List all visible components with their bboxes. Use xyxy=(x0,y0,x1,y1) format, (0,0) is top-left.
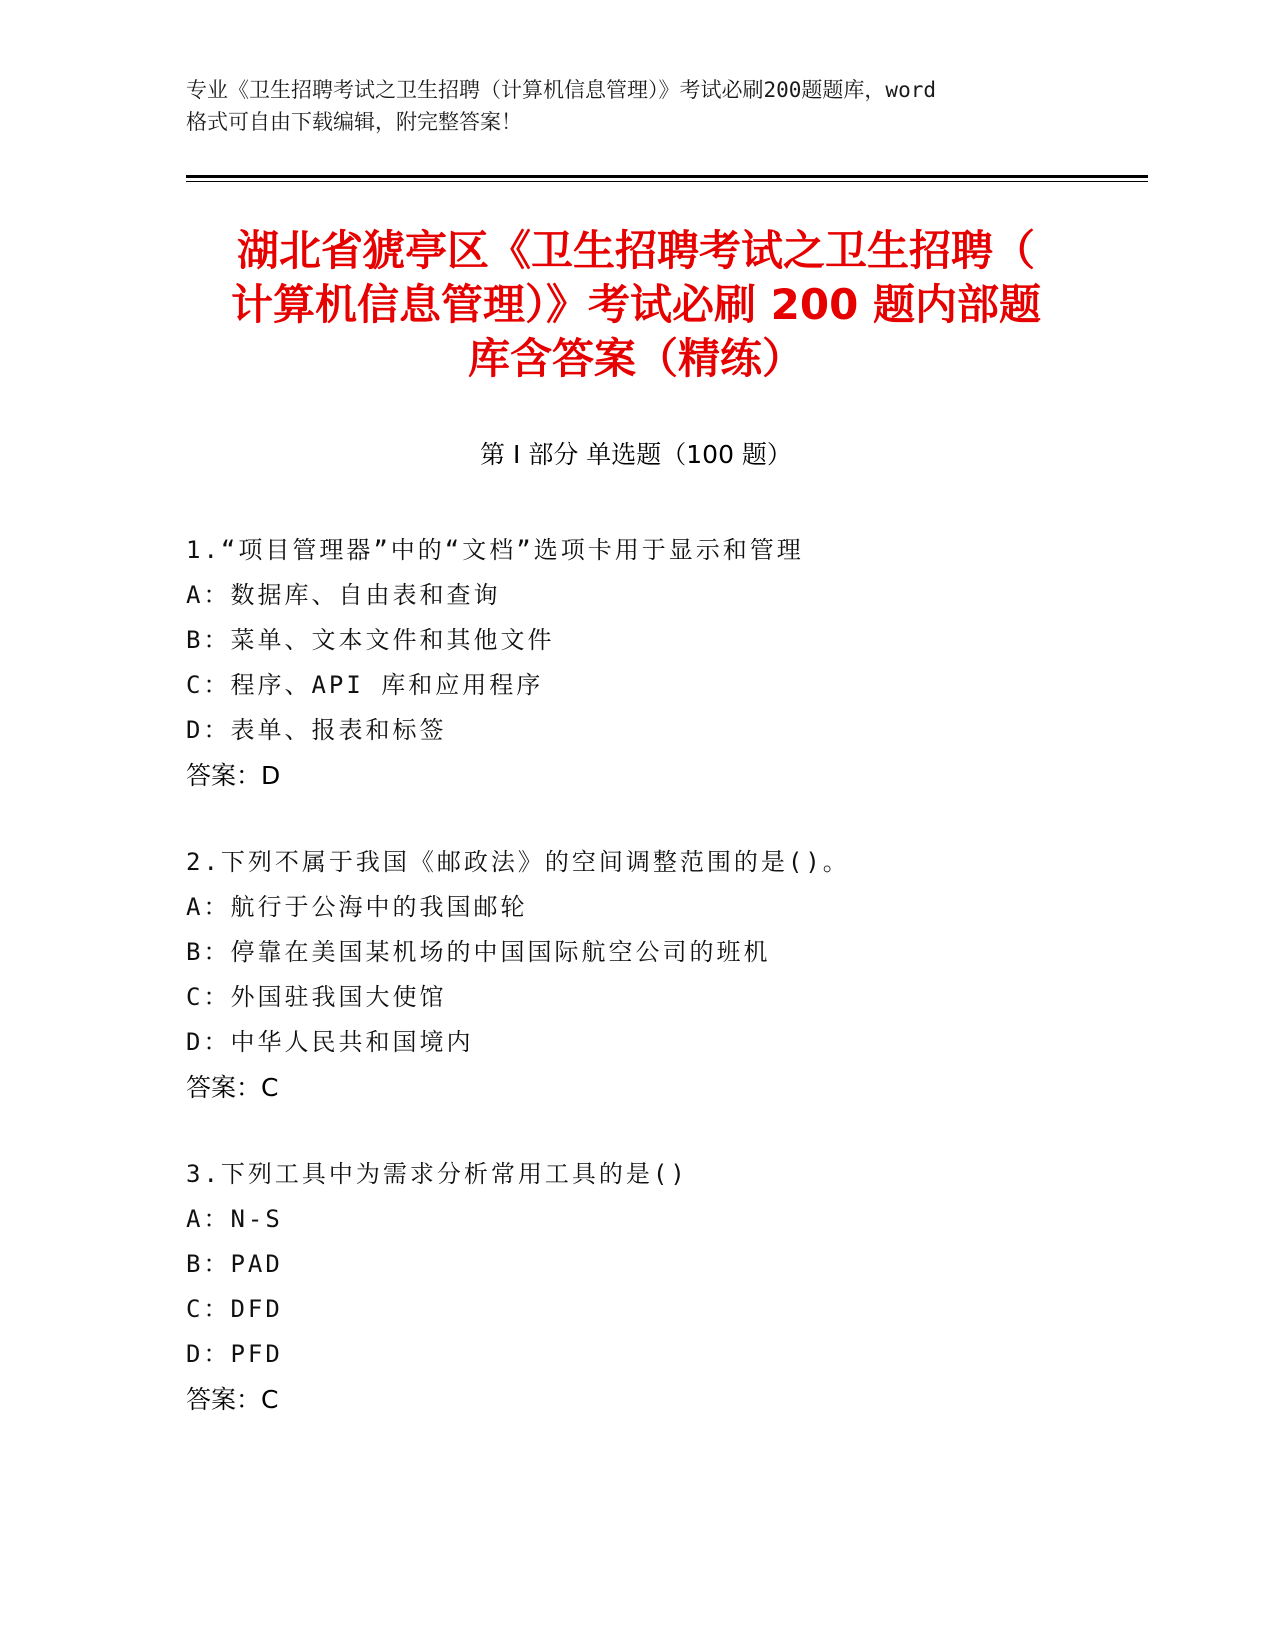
question-3 xyxy=(186,1152,1086,1422)
option-a: A：N-S xyxy=(186,1205,283,1233)
question-stem: 2.下列不属于我国《邮政法》的空间调整范围的是()。 xyxy=(186,848,850,876)
option-c: C：DFD xyxy=(186,1295,283,1323)
question-1 xyxy=(186,528,1086,798)
header-note-line-2: 格式可自由下载编辑，附完整答案！ xyxy=(186,110,522,134)
header-note xyxy=(186,74,1086,138)
option-b: B：PAD xyxy=(186,1250,283,1278)
header-note-line-1: 专业《卫生招聘考试之卫生招聘（计算机信息管理）》考试必刷200题题库，word xyxy=(186,78,936,102)
question-2 xyxy=(186,840,1086,1110)
answer-label: 答案：C xyxy=(186,1385,279,1414)
option-a: A：数据库、自由表和查询 xyxy=(186,581,501,609)
question-stem: 1.“项目管理器”中的“文档”选项卡用于显示和管理 xyxy=(186,536,804,564)
option-b: B：菜单、文本文件和其他文件 xyxy=(186,626,555,654)
option-c: C：外国驻我国大使馆 xyxy=(186,983,447,1011)
answer-label: 答案：C xyxy=(186,1073,279,1102)
question-list xyxy=(186,528,1086,1464)
option-d: D：PFD xyxy=(186,1340,283,1368)
header-divider-thick xyxy=(186,175,1148,178)
document-title-line-3: 库含答案（精练） xyxy=(467,334,804,383)
option-a: A：航行于公海中的我国邮轮 xyxy=(186,893,528,921)
answer-label: 答案：D xyxy=(186,761,281,790)
option-d: D：中华人民共和国境内 xyxy=(186,1028,474,1056)
document-title xyxy=(186,224,1086,386)
option-d: D：表单、报表和标签 xyxy=(186,716,447,744)
option-c: C：程序、API 库和应用程序 xyxy=(186,671,544,699)
document-title-line-1: 湖北省猇亭区《卫生招聘考试之卫生招聘（ xyxy=(236,226,1035,275)
option-b: B：停靠在美国某机场的中国国际航空公司的班机 xyxy=(186,938,771,966)
header-divider-thin xyxy=(186,181,1148,182)
document-title-line-2: 计算机信息管理）》考试必刷 200 题内部题 xyxy=(231,280,1041,329)
question-stem: 3.下列工具中为需求分析常用工具的是() xyxy=(186,1160,688,1188)
section-heading: 第 I 部分 单选题（100 题） xyxy=(480,440,792,469)
